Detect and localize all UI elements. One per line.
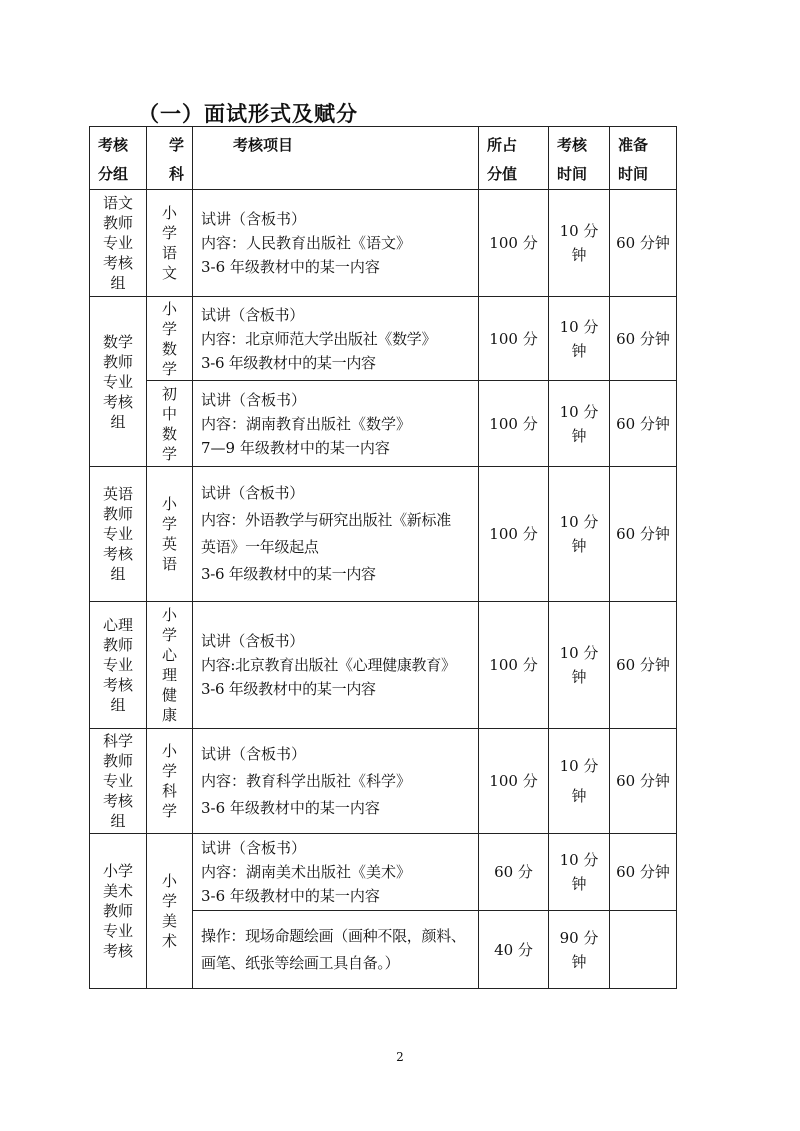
score-cell: 100 分: [479, 729, 549, 834]
section-title: （一）面试形式及赋分: [138, 102, 358, 126]
item-cell: 试讲（含板书） 内容：湖南美术出版社《美术》 3-6 年级教材中的某一内容: [193, 834, 479, 911]
time-cell: 10 分 钟: [549, 297, 610, 381]
subject-cell: 小 学 数 学: [147, 297, 193, 381]
time-cell: 10 分 钟: [549, 190, 610, 297]
header-item: 考核项目: [193, 127, 479, 190]
subject-cell: 初 中 数 学: [147, 381, 193, 467]
prep-cell: 60 分钟: [610, 190, 677, 297]
prep-cell: 60 分钟: [610, 297, 677, 381]
score-cell: 60 分: [479, 834, 549, 911]
item-cell: 试讲（含板书） 内容：外语教学与研究出版社《新标准 英语》一年级起点 3-6 年级教材中的某一内容: [193, 467, 479, 602]
score-cell: 40 分: [479, 911, 549, 989]
score-cell: 100 分: [479, 602, 549, 729]
group-cell: 数学 教师 专业 考核 组: [90, 297, 147, 467]
table-row: [90, 729, 677, 834]
group-cell: 科学 教师 专业 考核 组: [90, 729, 147, 834]
score-cell: 100 分: [479, 381, 549, 467]
table-row: [90, 381, 677, 467]
group-cell: 语文 教师 专业 考核 组: [90, 190, 147, 297]
table-header-row: [90, 127, 677, 190]
table-row: [90, 467, 677, 602]
header-score: 所占 分值: [479, 127, 549, 190]
table-row: [90, 190, 677, 297]
table-row: [90, 602, 677, 729]
time-cell: 10 分 钟: [549, 381, 610, 467]
subject-cell: 小 学 美 术: [147, 834, 193, 989]
time-cell: 90 分 钟: [549, 911, 610, 989]
subject-cell: 小 学 心 理 健 康: [147, 602, 193, 729]
score-cell: 100 分: [479, 297, 549, 381]
group-cell: 小学 美术 教师 专业 考核: [90, 834, 147, 989]
table-row: [90, 834, 677, 911]
time-cell: 10 分 钟: [549, 729, 610, 834]
header-time: 考核 时间: [549, 127, 610, 190]
header-subject: 学 科: [147, 127, 193, 190]
item-cell: 试讲（含板书） 内容：教育科学出版社《科学》 3-6 年级教材中的某一内容: [193, 729, 479, 834]
group-cell: 英语 教师 专业 考核 组: [90, 467, 147, 602]
prep-cell: 60 分钟: [610, 381, 677, 467]
time-cell: 10 分 钟: [549, 602, 610, 729]
time-cell: 10 分 钟: [549, 467, 610, 602]
subject-cell: 小 学 英 语: [147, 467, 193, 602]
header-group: 考核 分组: [90, 127, 147, 190]
item-cell: 试讲（含板书） 内容：北京师范大学出版社《数学》 3-6 年级教材中的某一内容: [193, 297, 479, 381]
item-cell: 操作：现场命题绘画（画种不限，颜料、 画笔、纸张等绘画工具自备。）: [193, 911, 479, 989]
prep-cell: 60 分钟: [610, 834, 677, 911]
score-cell: 100 分: [479, 467, 549, 602]
item-cell: 试讲（含板书） 内容：人民教育出版社《语文》 3-6 年级教材中的某一内容: [193, 190, 479, 297]
score-cell: 100 分: [479, 190, 549, 297]
table-row: [90, 297, 677, 381]
prep-cell: 60 分钟: [610, 602, 677, 729]
group-cell: 心理 教师 专业 考核 组: [90, 602, 147, 729]
subject-cell: 小 学 语 文: [147, 190, 193, 297]
prep-cell: 60 分钟: [610, 467, 677, 602]
prep-cell: 60 分钟: [610, 729, 677, 834]
header-prep: 准备 时间: [610, 127, 677, 190]
subject-cell: 小 学 科 学: [147, 729, 193, 834]
prep-cell: [610, 911, 677, 989]
item-cell: 试讲（含板书） 内容:北京教育出版社《心理健康教育》 3-6 年级教材中的某一内容: [193, 602, 479, 729]
item-cell: 试讲（含板书） 内容：湖南教育出版社《数学》 7—9 年级教材中的某一内容: [193, 381, 479, 467]
interview-format-table: [89, 126, 677, 989]
page-number: 2: [396, 1050, 404, 1064]
time-cell: 10 分 钟: [549, 834, 610, 911]
